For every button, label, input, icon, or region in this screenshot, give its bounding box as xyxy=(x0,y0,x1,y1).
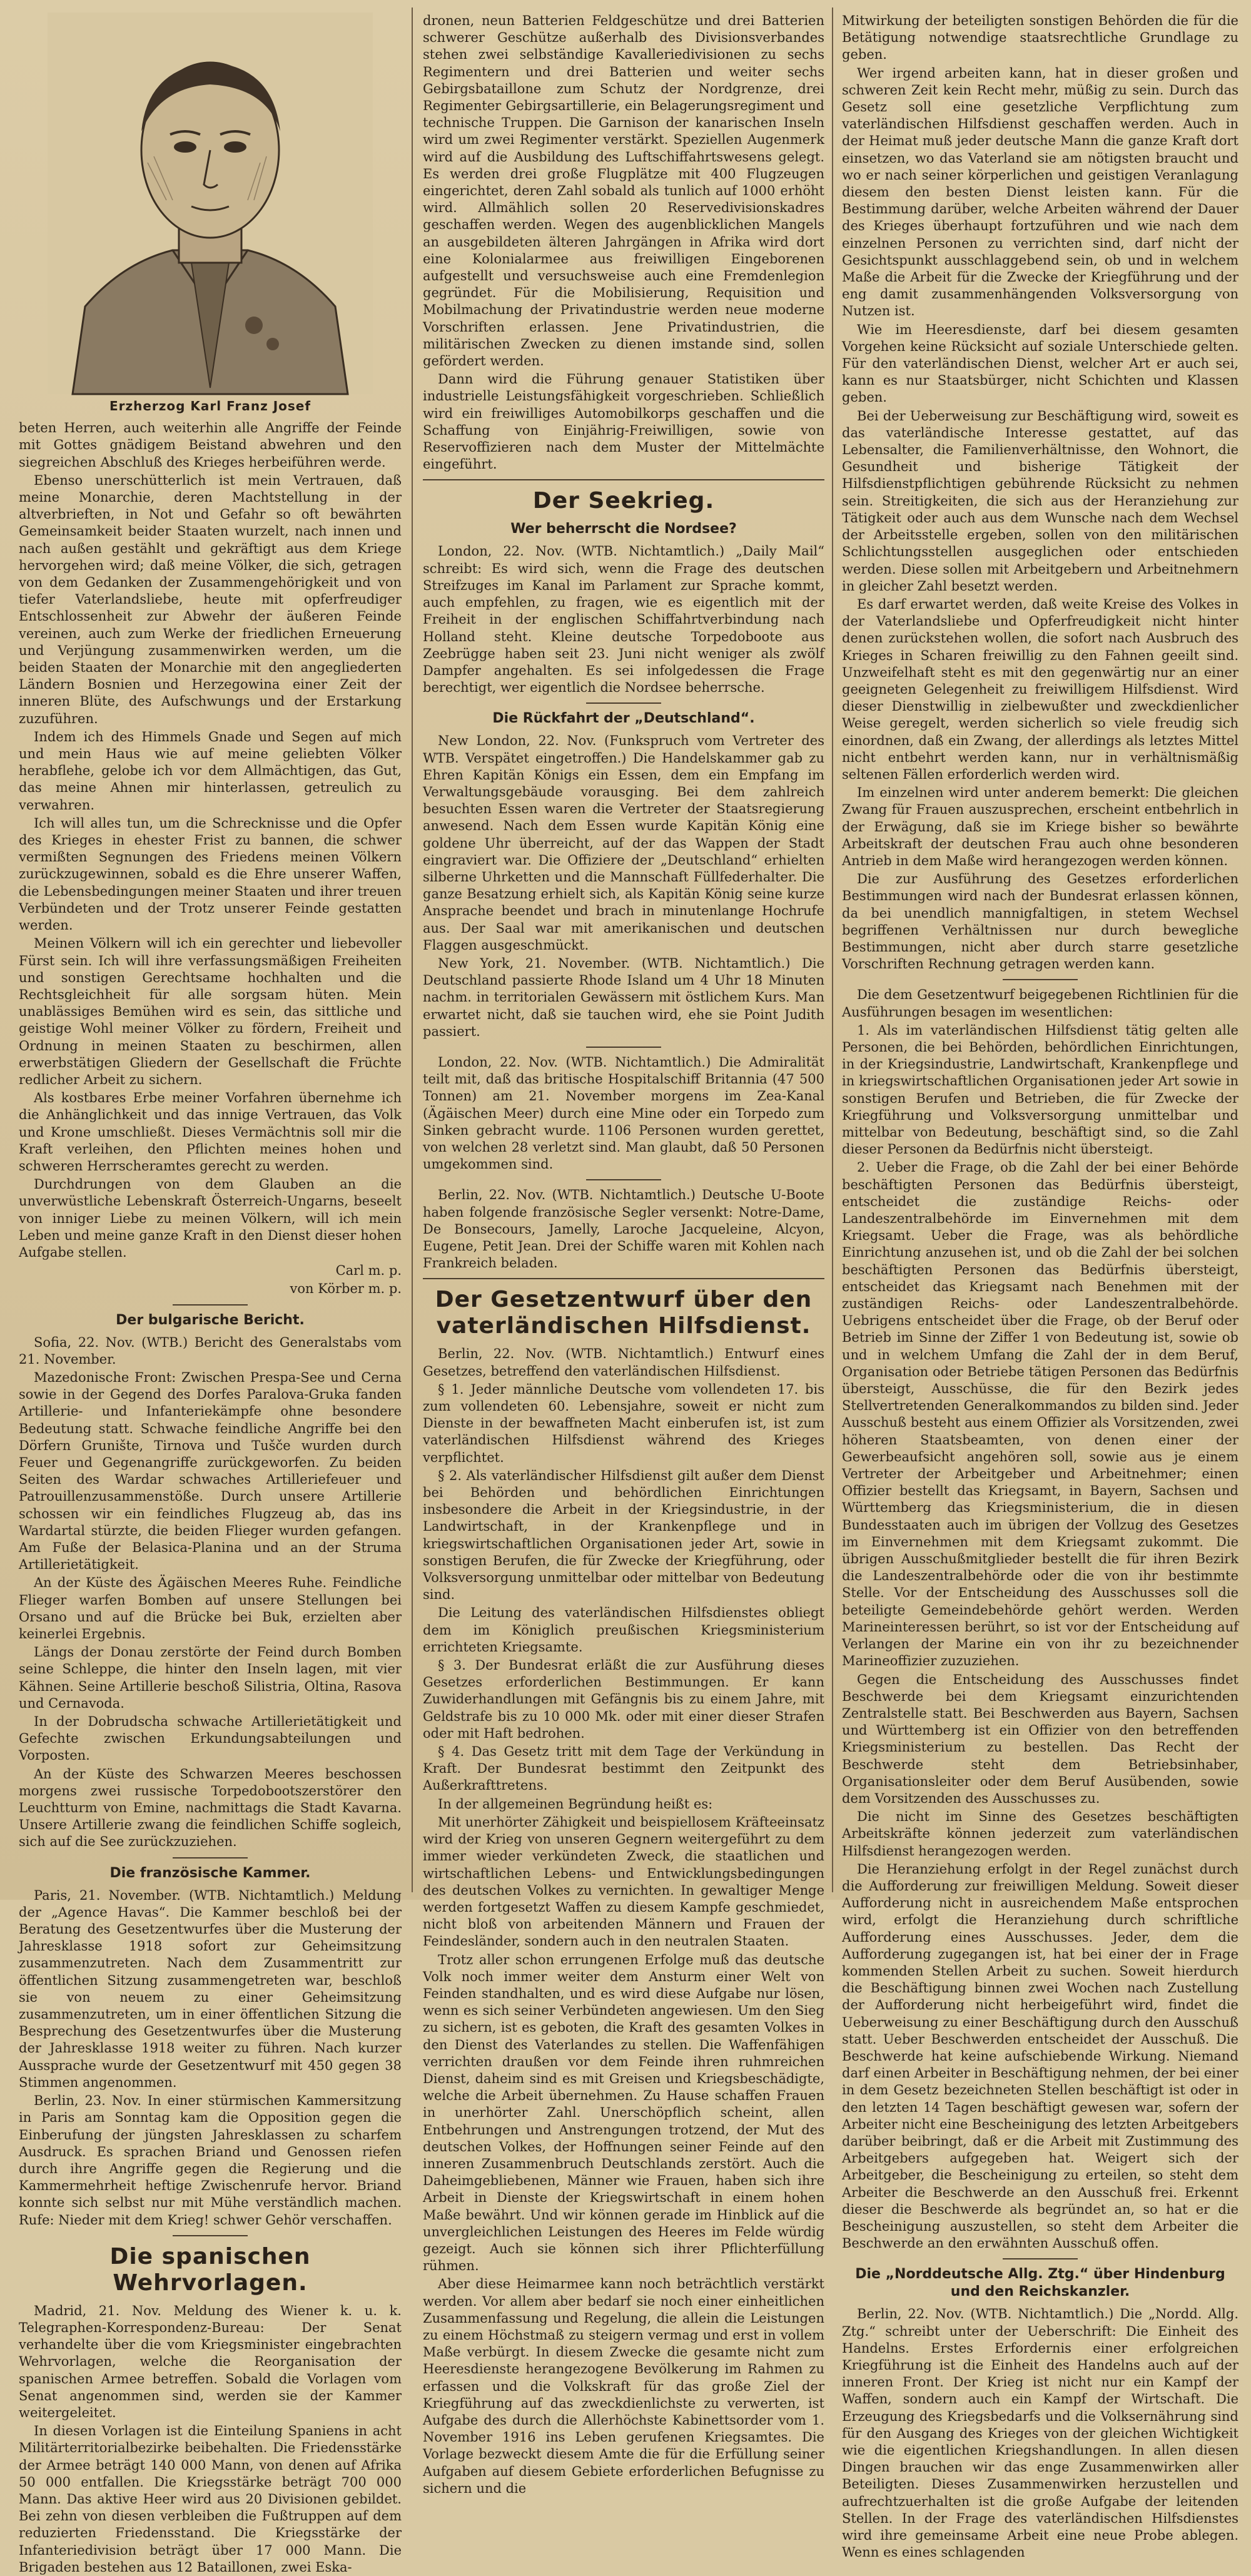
paragraph: Meinen Völkern will ich ein gerechter und liebevoller Fürst sein. Ich will ihre verfassungsmäßigen Freiheiten und sonstigen Gerechtsame hochhalten und die Rechtsgleichheit für alle sorgsam hüten. Mein unablässiges Bemühen wird es sein, das sittliche und geistige Wohl meiner Völker zu fördern, Freiheit und Ordnung in meinen Staaten zu beschirmen, allen erwerbstätigen Gliedern der Gesellschaft die Früchte redlicher Arbeit zu sichern. xyxy=(19,936,402,1087)
paragraph: New London, 22. Nov. (Funkspruch vom Vertreter des WTB. Verspätet eingetroffen.) Die Handelskammer gab zu Ehren Kapitän Königs ein Essen, dem ein Empfang im Verwaltungsgebäude vorausging. Bei dem zahlreich besuchten Essen waren die Vertreter der Staatsregierung anwesend. Nach dem Essen wurde Kapitän König eine goldene Uhr überreicht, auf der das Wappen der Stadt eingraviert war. Die Offiziere der „Deutschland“ erhielten silberne Uhrketten und die Mannschaft Füllfederhalter. Die ganze Besatzung erhielt sich, als Kapitän König seine kurze Ansprache beendet und brach in minutenlange Hochrufe aus. Der Saal war mit amerikanischen und deutschen Flaggen ausgeschmückt. xyxy=(423,733,824,953)
paragraph: Paris, 21. November. (WTB. Nichtamtlich.) Meldung der „Agence Havas“. Die Kammer beschloß bei der Beratung des Gesetzentwurfes über die Musterung der Jahresklasse 1918 sofort zur Geheimsitzung zusammenzutreten. Nach dem Zusammentritt zur öffentlichen Sitzung zusammengetreten war, beschloß sie von neuem zu einer Geheimsitzung zusammenzutreten, um in einer öffentlichen Sitzung die Besprechung des Gesetzentwurfes über die Musterung der Jahresklasse 1918 weiter zu führen. Nach kurzer Aussprache wurde der Gesetzentwurf mit 450 gegen 38 Stimmen angenommen. xyxy=(19,1887,402,2090)
section-heading: Der bulgarische Bericht. xyxy=(116,1312,305,1328)
paragraph: Mit unerhörter Zähigkeit und beispiellosem Kräfteeinsatz wird der Krieg von unseren Gegnern weitergeführt zu dem immer wieder verkündeten Zweck, die staatlichen und wirtschaftlichen Lebens- und Entwicklungsbedingungen des deutschen Volkes zu vernichten. In gewaltiger Menge werden fortgesetzt Waffen zu diesem Kampfe geschmiedet, nicht bloß von arbeitenden Männern und Frauen der Feindesländer, sondern auch in den neutralen Staaten. xyxy=(423,1814,824,1949)
paragraph: An der Küste des Ägäischen Meeres Ruhe. Feindliche Flieger warfen Bomben auf unsere Stellungen bei Orsano und auf die Brücke bei Buk, erzielten aber keinerlei Ergebnis. xyxy=(19,1575,402,1642)
divider xyxy=(423,479,824,480)
divider xyxy=(423,1278,824,1279)
paragraph: An der Küste des Schwarzen Meeres beschossen morgens zwei russische Torpedobootszerstörer den Leuchtturm von Emine, nachmittags die Stadt Kavarna. Unsere Artillerie zwang die feindlichen Schiffe sogleich, sich auf die See zurückzuziehen. xyxy=(19,1766,402,1850)
section-heading: Der Gesetzentwurf über den vaterländischen Hilfsdienst. xyxy=(435,1287,813,1339)
paragraph: Bei der Ueberweisung zur Beschäftigung wird, soweit es das vaterländische Interesse gestattet, auf das Lebensalter, die Familienverhältnisse, den Wohnort, die Gesundheit und bisherige Tätigkeit der Hilfsdienstpflichtigen gebührende Rücksicht zu nehmen sein. Streitigkeiten, die sich aus der Heranziehung zur Tätigkeit oder auch aus dem Wunsche nach dem Wechsel der Arbeitsstelle ergeben, sollen von den militärischen Schlichtungsstellen ausgeglichen oder entschieden werden. Diese sollen mit Arbeitgebern und Arbeitnehmern in gleicher Zahl besetzt werden. xyxy=(842,408,1238,594)
paragraph: Madrid, 21. Nov. Meldung des Wiener k. u. k. Telegraphen-Korrespondenz-Bureau: Der Senat verhandelte über die vom Kriegsminister eingebrachten Wehrvorlagen, welche die Reorganisation der spanischen Armee betreffen. Sobald die Vorlagen vom Senat angenommen sind, werden sie der Kammer weitergeleitet. xyxy=(19,2303,402,2420)
paragraph: § 4. Das Gesetz tritt mit dem Tage der Verkündung in Kraft. Der Bundesrat bestimmt den Zeitpunkt des Außerkrafttretens. xyxy=(423,1744,824,1793)
paragraph: Längs der Donau zerstörte der Feind durch Bomben seine Schleppe, die hinter den Inseln lagen, mit vier Kähnen. Seine Artillerie beschoß Silistria, Oltina, Rasova und Cernavoda. xyxy=(19,1645,402,1711)
paragraph: Als kostbares Erbe meiner Vorfahren übernehme ich die Anhänglichkeit und das innige Vertrauen, das Volk und Krone umschließt. Dieses Vermächtnis soll mir die Kraft verleihen, den Pflichten meines hohen und schweren Herrscheramtes gerecht zu werden. xyxy=(19,1090,402,1174)
paragraph: Berlin, 23. Nov. In einer stürmischen Kammersitzung in Paris am Sonntag kam die Opposition gegen die Einberufung der jüngsten Jahresklassen zu scharfem Ausdruck. Es sprachen Briand und Genossen riefen durch ihre Angriffe gegen die Regierung und die Kammermehrheit heftige Zwischenrufe hervor. Briand konnte sich selbst nur mit Mühe verständlich machen. Rufe: Nieder mit dem Krieg! schwer Gehör verschaffen. xyxy=(19,2093,402,2228)
paragraph: Gegen die Entscheidung des Ausschusses findet Beschwerde bei dem Kriegsamt einzurichtenden Zentralstelle statt. Bei Beschwerden aus Bayern, Sachsen und Württemberg ist ein Offizier von den betreffenden Kriegsministerium zu bestellen. Das Recht der Beschwerde steht dem Betriebsinhaber, Organisationsleiter oder dem Beruf Ausübenden, sowie dem Vorsitzenden des Ausschusses zu. xyxy=(842,1671,1238,1806)
paragraph: Wie im Heeresdienste, darf bei diesem gesamten Vorgehen keine Rücksicht auf soziale Unterschiede gelten. Für den vaterländischen Dienst, welcher Art er auch sei, kann es nur Staatsbürger, nicht Schichten und Klassen geben. xyxy=(842,322,1238,405)
paragraph: Mitwirkung der beteiligten sonstigen Behörden die für die Betätigung notwendige staatsrechtliche Grundlage zu geben. xyxy=(842,13,1238,63)
section-heading: Die Rückfahrt der „Deutschland“. xyxy=(492,711,755,727)
paragraph: London, 22. Nov. (WTB. Nichtamtlich.) Die Admiralität teilt mit, daß das britische Hospitalschiff Britannia (47 500 Tonnen) am 21. November morgens im Zea-Kanal (Ägäischen Meer) durch eine Mine oder ein Torpedo zum Sinken gebracht wurde. 1106 Personen wurden gerettet, von welchen 28 verletzt sind. Man glaubt, daß 50 Personen umgekommen sind. xyxy=(423,1054,824,1172)
divider xyxy=(173,2235,248,2236)
divider xyxy=(1003,2258,1078,2259)
column-rule-left xyxy=(412,8,413,1892)
paragraph: § 3. Der Bundesrat erläßt die zur Ausführung dieses Gesetzes erforderlichen Bestimmungen. Er kann Zuwiderhandlungen mit Gefängnis bis zu einem Jahre, mit Geldstrafe bis zu 10 000 Mk. oder mit einer dieser Strafen oder mit Haft bedrohen. xyxy=(423,1658,824,1741)
paragraph: Aber diese Heimarmee kann noch beträchtlich verstärkt werden. Vor allem aber bedarf sie noch einer einheitlichen Zusammenfassung und Regelung, die allein die Leistungen zu einem Höchstmaß zu steigern vermag und erst in vollem Maße verbürgt. In diesem Zwecke die gesamte nicht zum Heeresdienste herangezogene Bevölkerung im Rahmen zu erfassen und die Volkskraft für das große Ziel der Kriegführung auf das zweckdienlichste zu verwerten, ist Aufgabe des durch die Allerhöchste Kabinettsorder vom 1. November 1916 ins Leben gerufenen Kriegsamtes. Die Vorlage bezweckt diesem Amte die für die Erfüllung seiner Aufgaben auf diesem Gebiete erforderlichen Befugnisse zu sichern und die xyxy=(423,2276,824,2496)
column-rule-right xyxy=(832,8,833,1892)
divider xyxy=(173,1857,248,1858)
paragraph: Die zur Ausführung des Gesetzes erforderlichen Bestimmungen wird nach der Bundesrat erlassen können, da bei unendlich mannigfaltigen, in stetem Wechsel begriffenen Verhältnissen nur durch bewegliche Bestimmungen, nicht aber durch starre gesetzliche Vorschriften Rechnung getragen werden kann. xyxy=(842,871,1238,972)
column-3 xyxy=(842,13,1238,2560)
section-heading: Die spanischen Wehrvorlagen. xyxy=(109,2243,311,2296)
paragraph: § 2. Als vaterländischer Hilfsdienst gilt außer dem Dienst bei Behörden und behördlichen Einrichtungen insbesondere die Arbeit in der Kriegsindustrie, in der Landwirtschaft, in der Krankenpflege und in kriegswirtschaftlichen Organisationen jeder Art, sowie in sonstigen Berufen, die für Zwecke der Kriegführung, oder Volksversorgung unmittelbar oder mittelbar von Bedeutung sind. xyxy=(423,1468,824,1603)
divider xyxy=(586,1047,661,1048)
paragraph: 1. Als im vaterländischen Hilfsdienst tätig gelten alle Personen, die bei Behörden, behördlichen Einrichtungen, in der Kriegsindustrie, Landwirtschaft, Krankenpflege und in kriegswirtschaftlichen Organisationen jeder Art sowie in sonstigen Berufen und Betrieben, die für Zwecke der Kriegführung und Volksversorgung unmittelbar und mittelbar von Bedeutung, beschäftigt sind, so die Zahl dieser Personen da Bedürfnis nicht übersteigt. xyxy=(842,1022,1238,1157)
paragraph: Indem ich des Himmels Gnade und Segen auf mich und mein Haus wie auf meine geliebten Völker herabflehe, gelobe ich vor dem Allmächtigen, das Gut, das meine Ahnen mir hinterlassen, getreulich zu verwahren. xyxy=(19,729,402,813)
paragraph: Dann wird die Führung genauer Statistiken über industrielle Leistungsfähigkeit vorgeschrieben. Schließlich wird ein freiwilliges Automobilkorps geschaffen und die Schaffung von Einjährig-Freiwilligen, sowie von Reservoffizieren nach dem Muster der Mittelmächte eingeführt. xyxy=(423,372,824,472)
paragraph: Die dem Gesetzentwurf beigegebenen Richtlinien für die Ausführungen besagen im wesentlichen: xyxy=(842,987,1238,1020)
paragraph: In diesen Vorlagen ist die Einteilung Spaniens in acht Militärterritorialbezirke beibehalten. Die Friedensstärke der Armee beträgt 140 000 Mann, von denen auf Afrika 50 000 entfallen. Die Kriegsstärke beträgt 700 000 Mann. Das aktive Heer wird aus 20 Divisionen gebildet. Bei zehn von diesen verbleiben die Fußtruppen auf dem reduzierten Friedensstand. Die Kriegsstärke der Infanteriedivision beträgt über 17 000 Mann. Die Brigaden bestehen aus 12 Bataillonen, zwei Eska- xyxy=(19,2423,402,2575)
paragraph: In der allgemeinen Begründung heißt es: xyxy=(438,1796,713,1812)
paragraph: Sofia, 22. Nov. (WTB.) Bericht des Generalstabs vom 21. November. xyxy=(19,1334,402,1367)
paragraph: 2. Ueber die Frage, ob die Zahl der bei einer Behörde beschäftigten Personen das Bedürfnis übersteigt, entscheidet die zuständige Reichs- oder Landeszentralbehörde im Einvernehmen mit dem Kriegsamt. Ueber die Frage, was als behördliche Einrichtung anzusehen ist, und ob die Zahl der bei solchen beschäftigten Personen das Bedürfnis übersteigt, entscheidet das Kriegsamt nach Benehmen mit der zuständigen Reichs- oder Landeszentralbehörde. Uebrigens entscheidet über die Frage, ob der Beruf oder Betrieb im Sinne der Ziffer 1 von Bedeutung ist, sowie ob und in welchem Umfang die Zahl der in dem Beruf, Organisation oder Betriebe tätigen Personen das Bedürfnis übersteigt, Ausschüsse, die für den Bezirk jedes Stellvertretenden Generalkommandos zu bilden sind. Jeder Ausschuß besteht aus einem Offizier als Vorsitzenden, zwei höheren Staatsbeamten, von denen einer der Gewerbeaufsicht angehören soll, sowie aus je einem Vertreter der Arbeitgeber und Arbeitnehmer; einen Offizier bestellt das Kriegsamt, in Bayern, Sachsen und Württemberg das Kriegsministerium, die in diesen Bundesstaaten auch im übrigen der Vollzug des Gesetzes im Einvernehmen mit dem Kriegsamt zukommt. Die übrigen Ausschußmitglieder bestellt die für ihren Bezirk die Landeszentralbehörde oder die von ihr bestimmte Stelle. Vor der Entscheidung des Ausschusses soll die beteiligte Gemeindebehörde gehört werden. Werden Marineinteressen berührt, so ist vor der Entscheidung auf Verlangen der Marine ein von ihr zu bezeichnender Marineoffizier zuzuziehen. xyxy=(842,1160,1238,1669)
section-heading: Die „Norddeutsche Allg. Ztg.“ über Hindenburg und den Reichskanzler. xyxy=(855,2266,1225,2300)
column-1 xyxy=(19,13,402,2575)
paragraph: Es darf erwartet werden, daß weite Kreise des Volkes in der Vaterlandsliebe und Opferfreudigkeit nicht hinter denen zurückstehen wollen, die sofort nach Ausbruch des Krieges in Scharen freiwillig zu den Fahnen geeilt sind. Unzweifelhaft steht es mit den gegenwärtig nur an einer geeigneten Gelegenheit zu freiwilligem Hilfsdienst. Wird dieser Dienstwillig in zielbewußter und zweckdienlicher Weise geregelt, werden sicherlich so viele freudig sich einordnen, daß ein Zwang, der allerdings als letztes Mittel nicht entbehrt werden kann, nur in verhältnismäßig seltenen Fällen erforderlich werden wird. xyxy=(842,596,1238,782)
paragraph: London, 22. Nov. (WTB. Nichtamtlich.) „Daily Mail“ schreibt: Es wird sich, wenn die Frage des deutschen Streifzuges im Kanal im Parlament zur Sprache kommt, auch empfehlen, zu fragen, wie es eigentlich mit der Freiheit in der englischen Schiffahrtverbindung nach Holland steht. Kleine deutsche Torpedoboote aus Zeebrügge haben seit 23. Juni nicht weniger als zwölf Dampfer angehalten. Es sei infolgedessen die Frage berechtigt, wer eigentlich die Nordsee beherrsche. xyxy=(423,544,824,696)
paragraph: Ebenso unerschütterlich ist mein Vertrauen, daß meine Monarchie, deren Machtstellung in der altverbrieften, in Not und Gefahr so oft bewährten Gemeinsamkeit beider Staaten wurzelt, nach innen und nach außen gestählt und gekräftigt aus dem Kriege hervorgehen wird; daß meine Völker, die sich, getragen von dem Gedanken der Zusammengehörigkeit und von tiefer Vaterlandsliebe, heute mit opferfreudiger Entschlossenheit zur Abwehr der äußeren Feinde vereinen, auch zum Werke der friedlichen Erneuerung und Verjüngung zusammenwirken werden, um die beiden Staaten der Monarchie mit den angegliederten Ländern Bosnien und Herzegowina einer Zeit der inneren Blüte, des Aufschwungs und der Erstarkung zuzuführen. xyxy=(19,472,402,726)
portrait-illustration xyxy=(48,13,373,394)
paragraph: Mazedonische Front: Zwischen Prespa-See und Cerna sowie in der Gegend des Dorfes Paralova-Gruka fanden Artillerie- und Infanteriekämpfe ohne besondere Bedeutung statt. Schwache feindliche Angriffe bei den Dörfern Grunište, Tirnova und Tušče wurden durch Feuer und Gegenangriffe zurückgeworfen. Zu beiden Seiten des Wardar schwaches Artilleriefeuer und Patrouillenzusammenstöße. Durch unsere Artillerie schossen wir ein feindliches Flugzeug ab, das ins Wardartal stürzte, die beiden Flieger wurden gefangen. Am Fuße der Belasica-Planina und an der Struma Artillerietätigkeit. xyxy=(19,1369,402,1573)
paragraph: Die Leitung des vaterländischen Hilfsdienstes obliegt dem im Königlich preußischen Kriegsministerium errichteten Kriegsamte. xyxy=(423,1605,824,1655)
paragraph: Durchdrungen von dem Glauben an die unverwüstliche Lebenskraft Österreich-Ungarns, beseelt von inniger Liebe zu meinen Völkern, will ich mein Leben und meine ganze Kraft in den Dienst dieser hohen Aufgabe stellen. xyxy=(19,1177,402,1260)
paragraph: Wer irgend arbeiten kann, hat in dieser großen und schweren Zeit kein Recht mehr, müßig zu sein. Durch das Gesetz soll eine gesetzliche Verpflichtung zum vaterländischen Hilfsdienst geschaffen werden. Auch in der Heimat muß jeder deutsche Mann die ganze Kraft dort einsetzen, wo das Vaterland sie am nötigsten braucht und wo er nach seiner körperlichen und geistigen Veranlagung diesem den besten Dienst leisten kann. Für die Bestimmung darüber, welche Arbeiten während der Dauer des Krieges überhaupt fortzuführen und wie nach dem einzelnen Personen zu verrichten sind, darf nicht der Gesichtspunkt ausschlaggebend sein, ob und in welchem Maße die Arbeit für die Zwecke der Kriegführung und der eng damit zusammenhängenden Volksversorgung von Nutzen ist. xyxy=(842,65,1238,319)
section-heading: Die französische Kammer. xyxy=(109,1865,311,1881)
paragraph: beten Herren, auch weiterhin alle Angriffe der Feinde mit Gottes gnädigem Beistand abwehren und den siegreichen Abschluß des Krieges herbeiführen werde. xyxy=(19,420,402,470)
paragraph: In der Dobrudscha schwache Artillerietätigkeit und Gefechte zwischen Erkundungsabteilungen und Vorposten. xyxy=(19,1714,402,1763)
signature: von Körber m. p. xyxy=(290,1281,402,1297)
paragraph: dronen, neun Batterien Feldgeschütze und drei Batterien schwerer Geschütze außerhalb des Divisionsverbandes stehen zwei selbständige Kavalleriedivisionen zu sechs Regimentern und drei Batterien und weiter sechs Gebirgsbataillone zum Schutz der Nordgrenze, drei Regimenter Gebirgsartillerie, ein Belagerungsregiment und technische Truppen. Die Garnison der kanarischen Inseln wird um zwei Regimenter verstärkt. Speziellen Augenmerk wird auf die Ausbildung des Luftschiffahrtswesens gelegt. Es werden drei große Flugplätze mit 400 Flugzeugen eingerichtet, deren Zahl sobald als tunlich auf 1000 erhöht wird. Allmählich sollen 20 Reservedivisionskadres geschaffen werden. Wegen des augenblicklichen Mangels an ausgebildeten älteren Jahrgängen in Afrika wird dort eine Kolonialarmee aus freiwilligen Eingeborenen aufgestellt und versuchsweise auch eine Fremdenlegion gegründet. Für die Mobilisierung, Requisition und Mobilmachung der Privatindustrie werden neue moderne Vorschriften erlassen. Jene Privatindustrien, die militärischen Zwecken zu dienen imstande sind, sollen gefördert werden. xyxy=(423,13,824,369)
divider xyxy=(1003,979,1078,980)
paragraph: Im einzelnen wird unter anderem bemerkt: Die gleichen Zwang für Frauen auszusprechen, erscheint entbehrlich in der Erwägung, daß sie im Kriege bisher so bewährte Arbeitskraft der deutschen Frau auch ohne besonderen Antrieb in dem Maße wird herangezogen werden können. xyxy=(842,785,1238,868)
divider xyxy=(586,702,661,704)
portrait-caption: Erzherzog Karl Franz Josef xyxy=(109,398,311,413)
column-2 xyxy=(423,13,824,2496)
divider xyxy=(586,1179,661,1180)
section-subheading: Wer beherrscht die Nordsee? xyxy=(510,521,737,537)
paragraph: Ich will alles tun, um die Schrecknisse und die Opfer des Krieges in ehester Frist zu bannen, die schwer vermißten Segnungen des Friedens meinen Völkern zurückzugewinnen, sobald es die Ehre unserer Waffen, die Lebensbedingungen meiner Staaten und ihrer treuen Verbündeten und der Trotz unserer Feinde gestatten werden. xyxy=(19,815,402,933)
paragraph: § 1. Jeder männliche Deutsche vom vollendeten 17. bis zum vollendeten 60. Lebensjahre, soweit er nicht zum Dienste in der bewaffneten Macht einberufen ist, ist zum vaterländischen Hilfsdienst während des Krieges verpflichtet. xyxy=(423,1381,824,1465)
divider xyxy=(173,1304,248,1306)
paragraph: Berlin, 22. Nov. (WTB. Nichtamtlich.) Deutsche U-Boote haben folgende französische Segler versenkt: Notre-Dame, De Bonsecours, Jamelly, Laroche Jacqueleine, Alcyon, Eugene, Petit Jean. Drei der Schiffe waren mit Kohlen nach Frankreich beladen. xyxy=(423,1187,824,1271)
section-heading: Der Seekrieg. xyxy=(532,488,715,514)
paragraph: Berlin, 22. Nov. (WTB. Nichtamtlich.) Entwurf eines Gesetzes, betreffend den vaterländischen Hilfsdienst. xyxy=(423,1346,824,1379)
paragraph: Die Heranziehung erfolgt in der Regel zunächst durch die Aufforderung zur freiwilligen Meldung. Soweit dieser Aufforderung nicht in ausreichendem Maße entsprochen wird, erfolgt die Heranziehung durch schriftliche Aufforderung eines Ausschusses. Jeder, dem die Aufforderung zugegangen ist, hat bei einer der in Frage kommenden Stellen Arbeit zu suchen. Soweit hierdurch die Beschäftigung binnen zwei Wochen nach Zustellung der Aufforderung nicht herbeigeführt wird, findet die Ueberweisung zu einer Beschäftigung durch den Ausschuß statt. Ueber Beschwerden entscheidet der Ausschuß. Die Beschwerde hat keine aufschiebende Wirkung. Niemand darf einen Arbeiter in Beschäftigung nehmen, der bei einer in dem Gesetz bezeichneten Stellen beschäftigt ist oder in den letzten 14 Tagen beschäftigt gewesen war, sofern der Arbeiter nicht eine Bescheinigung des letzten Arbeitgebers darüber beibringt, daß er die Arbeit mit Zustimmung des Arbeitgebers aufgegeben hat. Weigert sich der Arbeitgeber, die Bescheinigung zu erteilen, so steht dem Arbeiter die Beschwerde an den Ausschuß frei. Erkennt dieser die Beschwerde als begründet an, so hat er die Bescheinigung auszustellen, so steht dem Arbeiter die Beschwerde an den erwähnten Ausschuß offen. xyxy=(842,1861,1238,2251)
paragraph: New York, 21. November. (WTB. Nichtamtlich.) Die Deutschland passierte Rhode Island um 4 Uhr 18 Minuten nachm. in territorialen Gewässern mit östlichem Kurs. Man erwartet nicht, daß sie tauchen wird, ehe sie Point Judith passiert. xyxy=(423,955,824,1039)
paragraph: Trotz aller schon errungenen Erfolge muß das deutsche Volk noch immer weiter dem Ansturm einer Welt von Feinden standhalten, und es wird diese Aufgabe nur lösen, wenn es sich seiner Verbündeten angewiesen. Um den Sieg zu sichern, ist es geboten, die Kraft des gesamten Volkes in den Dienst des Vaterlandes zu stellen. Die Waffenfähigen verrichten draußen vor dem Feinde ihren ruhmreichen Dienst, daheim sind es mit Greisen und Kriegsbeschädigte, welche die Arbeit übernehmen. Zu Hause schaffen Frauen in unerhörter Zahl. Unerschöpflich scheint, allen Entbehrungen und Anstrengungen trotzend, der Mut des deutschen Volkes, der Hoffnungen seiner Feinde auf den inneren Zusammenbruch Deutschlands zerstört. Auch die Daheimgebliebenen, Männer wie Frauen, haben sich ihre Arbeit in Dienste der Kriegswirtschaft in einem hohen Maße bewährt. Und wir können gerade im Hinblick auf die unvergleichlichen Leistungen des Heeres im Felde würdig gezeigt. Auch sie können sich ihrer Pflichterfüllung rühmen. xyxy=(423,1952,824,2274)
signature: Carl m. p. xyxy=(335,1263,402,1279)
paragraph: Berlin, 22. Nov. (WTB. Nichtamtlich.) Die „Nordd. Allg. Ztg.“ schreibt unter der Ueberschrift: Die Einheit des Handelns. Erstes Erfordernis einer erfolgreichen Kriegführung ist die Einheit des Handelns auch auf der inneren Front. Der Krieg ist nicht nur ein Kampf der Waffen, sondern auch ein Kampf der Wirtschaft. Die Erzeugung des Kriegsbedarfs und die Volksernährung sind für den Ausgang des Krieges von der gleichen Wichtigkeit wie die eigentlichen Kriegshandlungen. In allen diesen Dingen brauchen wir das enge Zusammenwirken aller Beteiligten. Dieses Zusammenwirken herzustellen und aufrechtzuerhalten ist die große Aufgabe der leitenden Stellen. In der Frage des vaterländischen Hilfsdienstes wird ihre gemeinsame Arbeit eine neue Probe ablegen. Wenn es eines schlagenden xyxy=(842,2306,1238,2560)
paragraph: Die nicht im Sinne des Gesetzes beschäftigten Arbeitskräfte können jederzeit zum vaterländischen Hilfsdienst herangezogen werden. xyxy=(842,1809,1238,1858)
